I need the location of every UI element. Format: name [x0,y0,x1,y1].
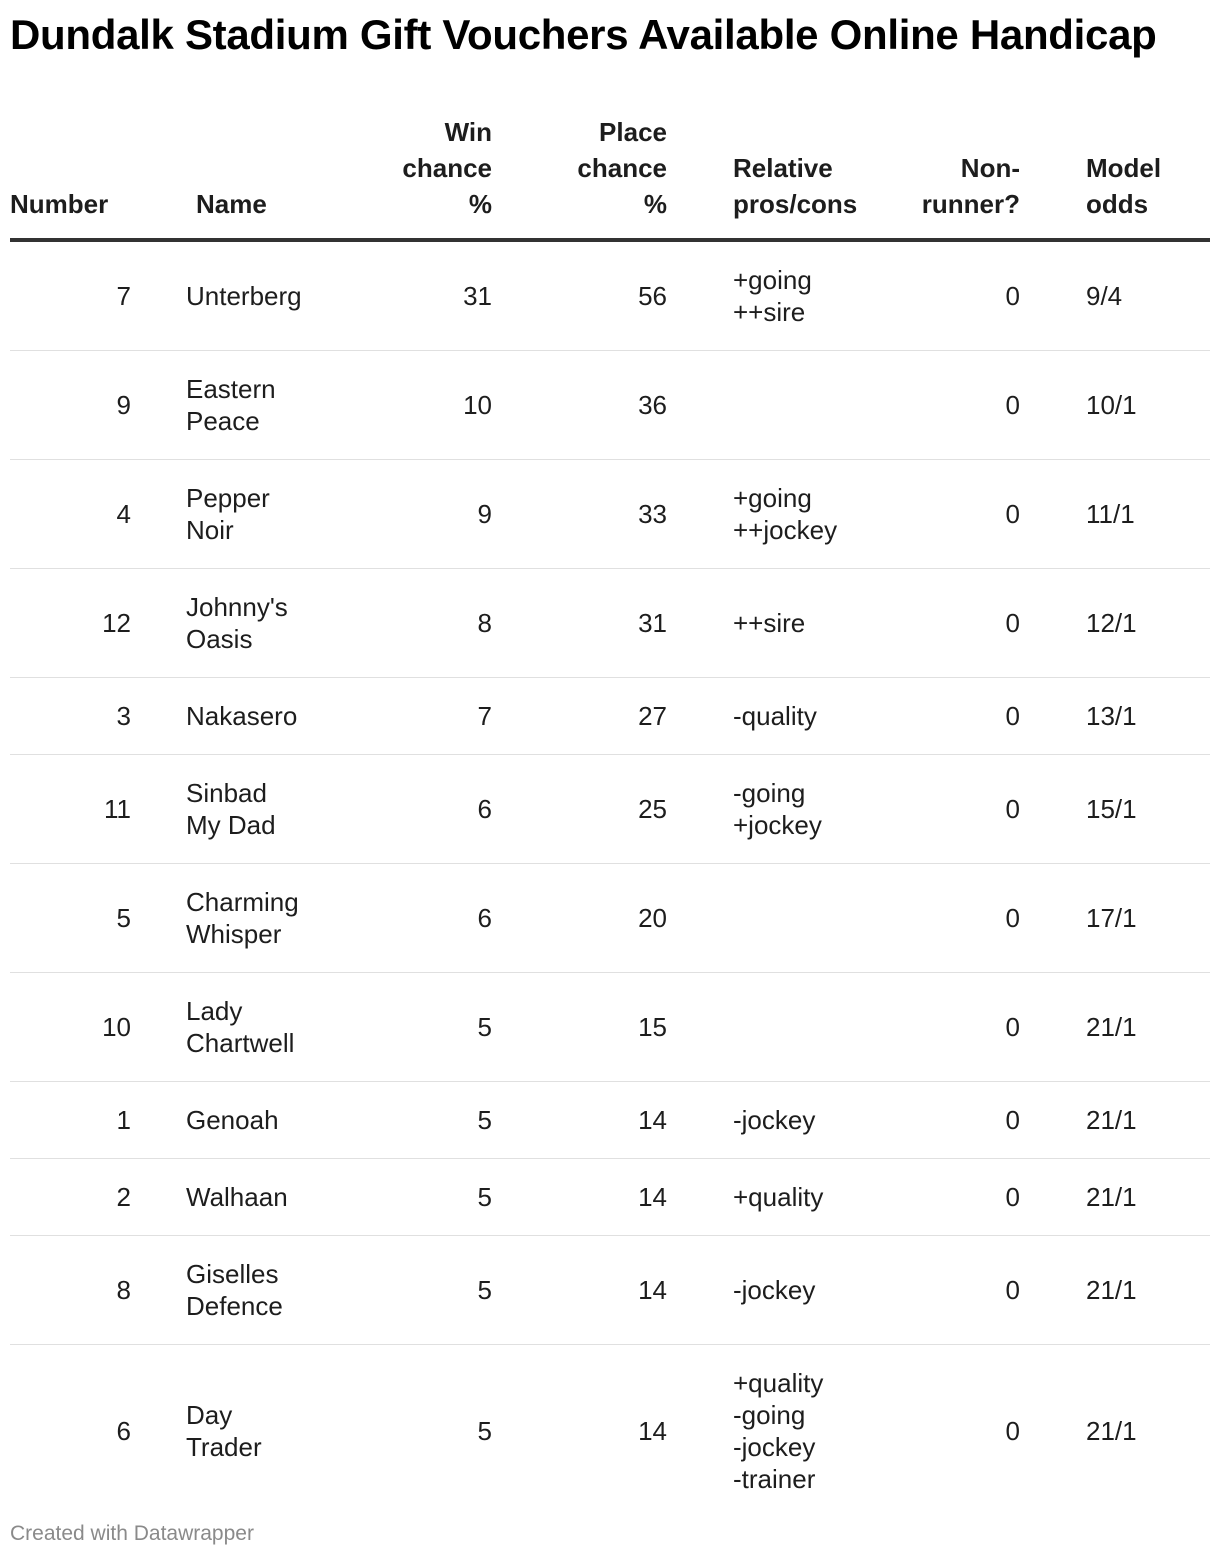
header-name [132,114,317,240]
header-label-line: Relative [733,153,833,183]
cell-win-chance: 10 [317,351,492,460]
table-row [10,460,1210,569]
table-row [10,1236,1210,1345]
cell-win-chance: 9 [317,460,492,569]
cell-non-runner: 0 [1005,1416,1020,1446]
cell-non-runner: 0 [865,973,1020,1082]
cell-number: 8 [10,1236,132,1345]
cell-number: 6 [116,1416,131,1446]
header-label-line: chance [577,153,667,183]
cell-name-line: My Dad [186,810,276,840]
cell-win-chance: 31 [317,240,492,351]
cell-number: 2 [10,1159,132,1236]
cell-model-odds: 21/1 [1020,1236,1210,1345]
cell-number: 1 [10,1082,132,1159]
cell-model-odds: 17/1 [1020,864,1210,973]
cell-name-line: Nakasero [186,701,298,731]
header-label-line: chance [402,153,492,183]
cell-name-line: Charming [186,887,299,917]
cell-name-line: Johnny's [186,592,288,622]
cell-non-runner: 0 [865,351,1020,460]
cell-relative-pros-cons-line: +quality [733,1368,824,1398]
header-label-line: % [643,189,667,219]
table-row [10,1082,1210,1159]
cell-name-line: Peace [186,406,260,436]
cell-name [132,351,317,460]
header-label-line: % [468,189,492,219]
header-number [10,114,132,240]
runners-table [10,114,1210,1517]
table-row [10,1159,1210,1236]
cell-number: 7 [10,240,132,351]
cell-relative-pros-cons [667,240,865,351]
cell-place-chance: 27 [492,678,667,755]
header-label-line: Place [599,117,667,147]
cell-number: 9 [10,351,132,460]
cell-name-line: Sinbad [186,778,267,808]
cell-model-odds: 12/1 [1020,569,1210,678]
header-label-line: runner? [921,189,1020,219]
cell-name [132,1345,317,1518]
cell-place-chance: 31 [492,569,667,678]
cell-non-runner: 0 [865,1159,1020,1236]
cell-relative-pros-cons-line: +going [733,483,812,513]
cell-name-line: Noir [186,515,234,545]
cell-place-chance: 14 [492,1236,667,1345]
cell-relative-pros-cons-line: +going [733,265,812,295]
header-win-chance [317,114,492,240]
cell-place-chance: 36 [492,351,667,460]
table-row [10,678,1210,755]
cell-relative-pros-cons-line: -going [733,778,806,808]
cell-win-chance: 6 [317,755,492,864]
cell-name [132,569,317,678]
table-row [10,864,1210,973]
cell-name-line: Defence [186,1291,283,1321]
cell-model-odds: 15/1 [1020,755,1210,864]
table-row [10,755,1210,864]
cell-non-runner: 0 [865,240,1020,351]
cell-win-chance: 5 [317,1236,492,1345]
cell-relative-pros-cons [667,864,865,973]
cell-number: 3 [10,678,132,755]
cell-win-chance: 7 [317,678,492,755]
cell-place-chance: 20 [492,864,667,973]
cell-place-chance: 14 [492,1082,667,1159]
cell-name-line: Walhaan [186,1182,288,1212]
cell-place-chance: 15 [492,973,667,1082]
table-row [10,973,1210,1082]
cell-name-line: Whisper [186,919,282,949]
cell-win-chance: 5 [477,1416,492,1446]
cell-relative-pros-cons [667,1082,865,1159]
cell-number: 11 [10,755,132,864]
table-row [10,569,1210,678]
header-label-line: Win [444,117,492,147]
cell-relative-pros-cons [667,1345,865,1518]
header-label-line: Number [10,189,109,219]
cell-place-chance: 25 [492,755,667,864]
header-model-odds [1020,114,1210,240]
cell-relative-pros-cons [667,973,865,1082]
cell-relative-pros-cons-line: ++sire [733,297,806,327]
cell-relative-pros-cons-line: -quality [733,701,817,731]
table-header [10,114,1210,240]
cell-place-chance: 33 [492,460,667,569]
cell-model-odds: 10/1 [1020,351,1210,460]
header-row [10,114,1210,240]
cell-relative-pros-cons-line: -going [733,1400,806,1430]
cell-name [132,240,317,351]
cell-win-chance: 5 [317,973,492,1082]
cell-name-line: Eastern [186,374,276,404]
cell-name [132,1082,317,1159]
cell-relative-pros-cons [667,678,865,755]
header-label-line: odds [1086,189,1149,219]
cell-name [132,755,317,864]
cell-name [132,1236,317,1345]
cell-model-odds: 9/4 [1020,240,1210,351]
header-label-line: Non- [960,153,1020,183]
cell-place-chance: 56 [492,240,667,351]
cell-name-line: Oasis [186,624,253,654]
cell-relative-pros-cons [667,755,865,864]
header-relative-pros-cons [667,114,865,240]
header-label-line: pros/cons [733,189,858,219]
cell-non-runner: 0 [865,1082,1020,1159]
cell-name-line: Genoah [186,1105,279,1135]
header-label-line: Name [196,189,267,219]
cell-relative-pros-cons-line: ++jockey [733,515,838,545]
cell-place-chance: 14 [638,1416,667,1446]
table-row [10,1345,1210,1518]
cell-name-line: Trader [186,1432,262,1462]
cell-non-runner: 0 [865,1236,1020,1345]
cell-win-chance: 5 [317,1159,492,1236]
cell-model-odds: 21/1 [1086,1416,1137,1446]
cell-name [132,678,317,755]
cell-model-odds: 21/1 [1020,973,1210,1082]
cell-relative-pros-cons-line: -jockey [733,1432,816,1462]
cell-model-odds: 21/1 [1020,1159,1210,1236]
cell-relative-pros-cons-line: -jockey [733,1275,816,1305]
table-row [10,351,1210,460]
cell-non-runner: 0 [865,755,1020,864]
cell-name-line: Giselles [186,1259,279,1289]
cell-relative-pros-cons [667,460,865,569]
cell-relative-pros-cons-line: +jockey [733,810,822,840]
cell-relative-pros-cons [667,1236,865,1345]
cell-non-runner: 0 [865,569,1020,678]
cell-non-runner: 0 [865,460,1020,569]
cell-win-chance: 5 [317,1082,492,1159]
cell-name-line: Day [186,1400,233,1430]
cell-number: 10 [10,973,132,1082]
cell-name-line: Chartwell [186,1028,295,1058]
header-non-runner [865,114,1020,240]
cell-name [132,460,317,569]
chart-title: Dundalk Stadium Gift Vouchers Available Online Handicap [10,11,1157,58]
cell-win-chance: 8 [317,569,492,678]
cell-relative-pros-cons [667,351,865,460]
table-body [10,240,1210,1517]
cell-name-line: Unterberg [186,281,302,311]
cell-name [132,864,317,973]
cell-number: 12 [10,569,132,678]
cell-model-odds: 11/1 [1020,460,1210,569]
cell-model-odds: 21/1 [1020,1082,1210,1159]
cell-model-odds: 13/1 [1020,678,1210,755]
cell-place-chance: 14 [492,1159,667,1236]
cell-relative-pros-cons-line: +quality [733,1182,824,1212]
cell-win-chance: 6 [317,864,492,973]
cell-name-line: Lady [186,996,243,1026]
cell-non-runner: 0 [865,864,1020,973]
cell-name-line: Pepper [186,483,270,513]
cell-relative-pros-cons-line: -jockey [733,1105,816,1135]
cell-relative-pros-cons-line: -trainer [733,1464,816,1494]
cell-relative-pros-cons-line: ++sire [733,608,806,638]
cell-name [132,1159,317,1236]
cell-relative-pros-cons [667,569,865,678]
cell-number: 5 [10,864,132,973]
footer-credit: Created with Datawrapper [10,1522,254,1545]
header-label-line: Model [1086,153,1162,183]
cell-non-runner: 0 [865,678,1020,755]
table-row [10,240,1210,351]
header-place-chance [492,114,667,240]
cell-name [132,973,317,1082]
cell-number: 4 [10,460,132,569]
cell-relative-pros-cons [667,1159,865,1236]
